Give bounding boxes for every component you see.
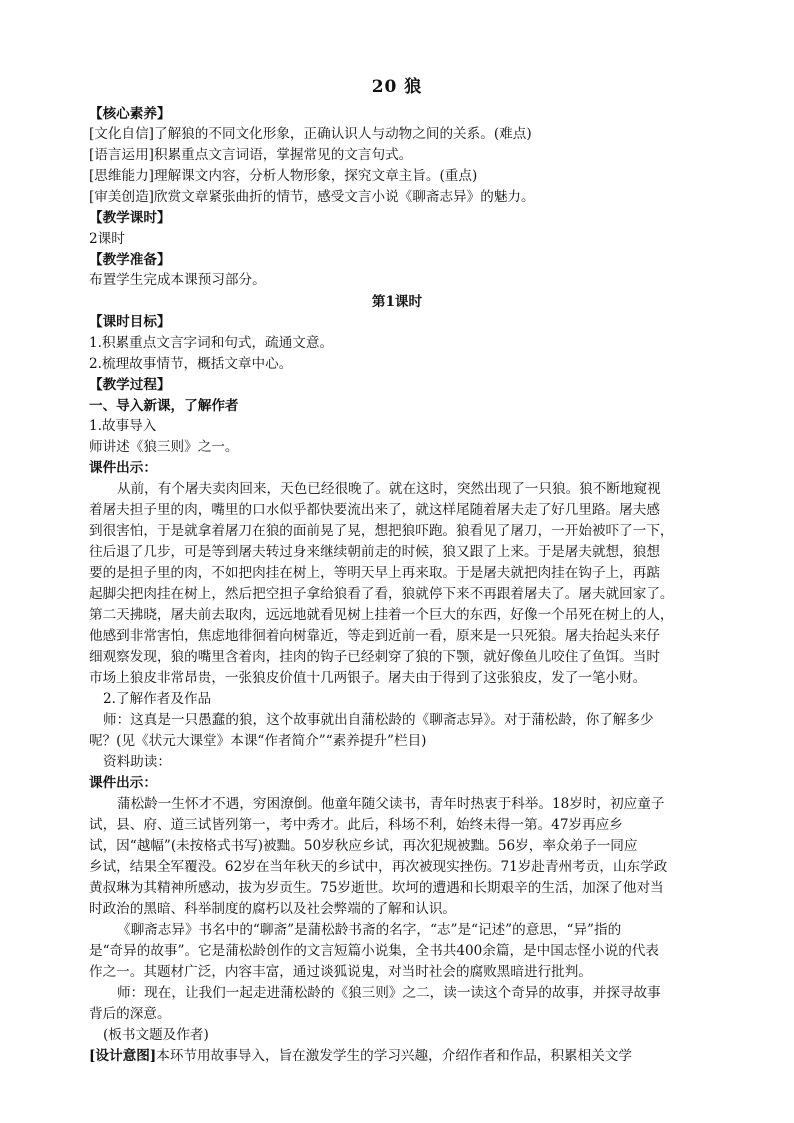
- story-line: 从前，有个屠夫卖肉回来，天色已经很晚了。就在这时，突然出现了一只狼。狼不断地窥视: [117, 481, 661, 497]
- story-line: 起脚尖把肉挂在树上，然后把空担子拿给狼看了看，狼就停下来不再跟着屠夫了。屠夫就回家了。: [89, 586, 674, 602]
- teacher-line: 师：这真是一只愚蠢的狼，这个故事就出自蒲松龄的《聊斋志异》。对于蒲松龄，你了解多少: [103, 712, 654, 728]
- goal-heading: 【课时目标】: [89, 314, 171, 330]
- story-line: 市场上狼皮非常昂贵，一张狼皮价值十几两银子。屠夫由于得到了这张狼皮，发了一笔小财。: [89, 670, 647, 686]
- hours-value: 2课时: [89, 231, 125, 247]
- goal-item: 1.积累重点文言字词和句式，疏通文意。: [89, 335, 334, 351]
- bio-line: 时政治的黑暗、科举制度的腐朽以及社会弊端的了解和认识。: [89, 901, 457, 917]
- prep-heading: 【教学准备】: [89, 252, 171, 268]
- teacher-line: 背后的深意。: [89, 1006, 171, 1022]
- process-heading: 【教学过程】: [89, 377, 171, 393]
- courseware-label: 课件出示：: [89, 775, 157, 791]
- board-note: (板书文题及作者): [103, 1027, 209, 1043]
- design-intent-label: [设计意图]: [89, 1048, 157, 1064]
- teacher-line: 呢？(见《状元大课堂》本课“作者简介”“素养提升”栏目): [89, 733, 427, 749]
- book-line: 《聊斋志异》书名中的“聊斋”是蒲松龄书斋的名字，“志”是“记述”的意思，“异”指的: [117, 922, 622, 938]
- story-line: 细观察发现，狼的嘴里含着肉，挂肉的钩子已经刺穿了狼的下颚，就好像鱼儿咬住了鱼饵。当时: [89, 649, 660, 665]
- story-line: 第二天拂晓，屠夫前去取肉，远远地就看见树上挂着一个巨大的东西，好像一个吊死在树上的人，: [89, 607, 674, 623]
- sub-heading: 2.了解作者及作品: [103, 691, 212, 707]
- core-item: [审美创造]欣赏文章紧张曲折的情节，感受文言小说《聊斋志异》的魅力。: [89, 189, 535, 205]
- bio-line: 试，因“越幅”(未按格式书写)被黜。50岁秋应乡试，再次犯规被黜。56岁，率众弟子一同应: [89, 838, 638, 854]
- courseware-label: 课件出示：: [89, 460, 157, 476]
- sub-heading: 1.故事导入: [89, 418, 157, 434]
- prep-value: 布置学生完成本课预习部分。: [89, 272, 266, 288]
- story-line: 到很害怕，于是就拿着屠刀在狼的面前晃了晃，想把狼吓跑。狼看见了屠刀，一开始被吓了一下，: [89, 523, 674, 539]
- bio-line: 蒲松龄一生怀才不遇，穷困潦倒。他童年随父读书，青年时热衷于科举。18岁时，初应童子: [117, 796, 665, 812]
- book-line: 作之一。其题材广泛，内容丰富，通过谈狐说鬼，对当时社会的腐败黑暗进行批判。: [89, 964, 592, 980]
- help-label: 资料助读：: [103, 754, 171, 770]
- core-item: [文化自信]了解狼的不同文化形象，正确认识人与动物之间的关系。(难点): [89, 126, 532, 142]
- story-line: 要的是担子里的肉，不如把肉挂在树上，等明天早上再来取。于是屠夫就把肉挂在钩子上，再踮: [89, 565, 660, 581]
- section-heading: 一、导入新课，了解作者: [89, 398, 239, 414]
- goal-item: 2.梳理故事情节，概括文章中心。: [89, 356, 293, 372]
- lesson-title: 第1课时: [371, 294, 423, 310]
- bio-line: 乡试，结果全军覆没。62岁在当年秋天的乡试中，再次被现实挫伤。71岁赴青州考贡，山东学政: [89, 859, 668, 875]
- page-title: 20 狼: [371, 77, 423, 97]
- bio-line: 试，县、府、道三试皆列第一，考中秀才。此后，科场不利，始终未得一第。47岁再应乡: [89, 817, 623, 833]
- bio-line: 黄叔琳为其精神所感动，拔为岁贡生。75岁逝世。坎坷的遭遇和长期艰辛的生活，加深了他对当: [89, 880, 664, 896]
- teacher-line: 师讲述《狼三则》之一。: [89, 439, 239, 455]
- story-line: 着屠夫担子里的肉，嘴里的口水似乎都快要流出来了，就这样尾随着屠夫走了好几里路。屠夫感: [89, 502, 660, 518]
- teacher-line: 师：现在，让我们一起走进蒲松龄的《狼三则》之二，读一读这个奇异的故事，并探寻故事: [117, 985, 661, 1001]
- core-heading: 【核心素养】: [89, 106, 171, 122]
- core-item: [思维能力]理解课文内容，分析人物形象，探究文章主旨。(重点): [89, 168, 478, 184]
- core-item: [语言运用]积累重点文言词语，掌握常见的文言句式。: [89, 147, 413, 163]
- hours-heading: 【教学课时】: [89, 210, 171, 226]
- design-intent: [89, 1046, 737, 1066]
- story-line: 往后退了几步，可是等到屠夫转过身来继续朝前走的时候，狼又跟了上来。于是屠夫就想，狼想: [89, 544, 660, 560]
- book-line: 是“奇异的故事”。它是蒲松龄创作的文言短篇小说集，全书共400余篇，是中国志怪小说的代表: [89, 943, 659, 959]
- design-intent-text: 本环节用故事导入，旨在激发学生的学习兴趣，介绍作者和作品，积累相关文学: [156, 1048, 633, 1064]
- story-line: 他感到非常害怕，焦虑地徘徊着向树靠近，等走到近前一看，原来是一只死狼。屠夫抬起头来仔: [89, 628, 660, 644]
